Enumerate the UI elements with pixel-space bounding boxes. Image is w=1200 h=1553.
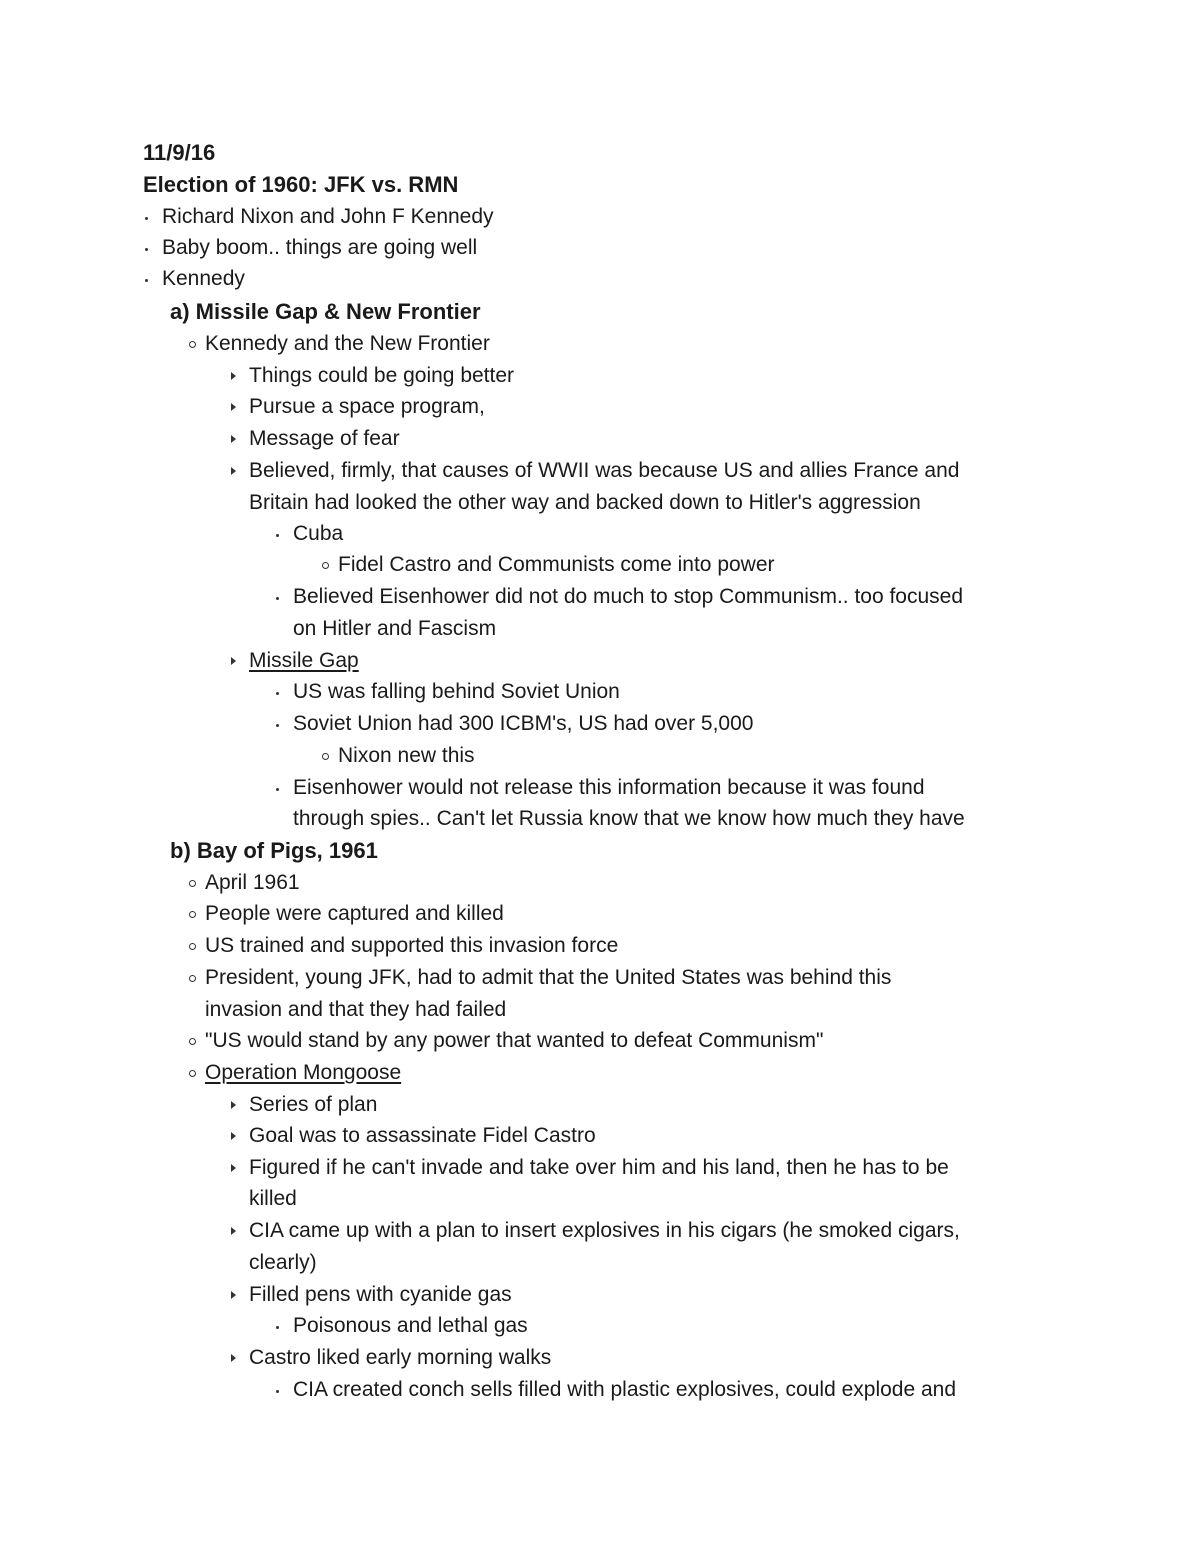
bullet-dot-icon (273, 1376, 289, 1404)
bullet-item: Soviet Union had 300 ICBM's, US had over 5,000 (293, 710, 753, 738)
bullet-item: President, young JFK, had to admit that the United States was behind this (205, 964, 891, 992)
bullet-triangle-icon (229, 647, 245, 675)
bullet-item: April 1961 (205, 869, 300, 897)
bullet-circle-icon (321, 742, 337, 770)
bullet-item: Poisonous and lethal gas (293, 1312, 528, 1340)
bullet-dot-icon (273, 710, 289, 738)
bullet-dot-icon (142, 265, 158, 293)
bullet-item: Filled pens with cyanide gas (249, 1281, 512, 1309)
bullet-triangle-icon (229, 457, 245, 485)
bullet-dot-icon (273, 583, 289, 611)
bullet-triangle-icon (229, 362, 245, 390)
bullet-item: CIA created conch sells filled with plastic explosives, could explode and (293, 1376, 956, 1404)
bullet-triangle-icon (229, 1344, 245, 1372)
page-title: Election of 1960: JFK vs. RMN (143, 172, 459, 197)
bullet-item: Series of plan (249, 1091, 377, 1119)
bullet-continuation: Britain had looked the other way and backed down to Hitler's aggression (249, 491, 921, 514)
bullet-circle-icon (321, 551, 337, 579)
bullet-circle-icon (188, 932, 204, 960)
bullet-item: Fidel Castro and Communists come into power (338, 551, 775, 579)
bullet-item: Baby boom.. things are going well (162, 234, 477, 262)
bullet-item: Eisenhower would not release this information because it was found (293, 774, 925, 802)
bullet-triangle-icon (229, 1154, 245, 1182)
bullet-item: Message of fear (249, 425, 400, 453)
bullet-circle-icon (188, 330, 204, 358)
bullet-item: CIA came up with a plan to insert explosives in his cigars (he smoked cigars, (249, 1217, 960, 1245)
bullet-item: Kennedy (162, 265, 245, 293)
bullet-item: People were captured and killed (205, 900, 504, 928)
bullet-circle-icon (188, 964, 204, 992)
bullet-continuation: on Hitler and Fascism (293, 617, 497, 640)
bullet-item: Goal was to assassinate Fidel Castro (249, 1122, 596, 1150)
bullet-dot-icon (273, 520, 289, 548)
bullet-item: Kennedy and the New Frontier (205, 330, 490, 358)
bullet-dot-icon (142, 203, 158, 231)
bullet-circle-icon (188, 900, 204, 928)
bullet-item: Cuba (293, 520, 343, 548)
bullet-item: Pursue a space program, (249, 393, 485, 421)
bullet-continuation: through spies.. Can't let Russia know that we know how much they have (293, 807, 965, 830)
bullet-item: Believed, firmly, that causes of WWII was because US and allies France and (249, 457, 959, 485)
bullet-item: Castro liked early morning walks (249, 1344, 551, 1372)
bullet-triangle-icon (229, 393, 245, 421)
bullet-circle-icon (188, 1027, 204, 1055)
bullet-dot-icon (273, 1312, 289, 1340)
bullet-continuation: invasion and that they had failed (205, 998, 507, 1021)
bullet-triangle-icon (229, 1217, 245, 1245)
bullet-item: US was falling behind Soviet Union (293, 678, 620, 706)
bullet-item: Richard Nixon and John F Kennedy (162, 203, 494, 231)
bullet-item: Nixon new this (338, 742, 475, 770)
bullet-item: US trained and supported this invasion force (205, 932, 618, 960)
bullet-item: Figured if he can't invade and take over him and his land, then he has to be (249, 1154, 949, 1182)
section-b-heading: b) Bay of Pigs, 1961 (170, 838, 378, 863)
date-heading: 11/9/16 (143, 140, 216, 165)
bullet-circle-icon (188, 869, 204, 897)
bullet-item: "US would stand by any power that wanted to defeat Communism" (205, 1027, 823, 1055)
bullet-item: Things could be going better (249, 362, 514, 390)
bullet-dot-icon (142, 234, 158, 262)
bullet-triangle-icon (229, 425, 245, 453)
bullet-item: Missile Gap (249, 647, 359, 675)
bullet-triangle-icon (229, 1281, 245, 1309)
bullet-continuation: killed (249, 1187, 297, 1210)
bullet-item: Believed Eisenhower did not do much to stop Communism.. too focused (293, 583, 963, 611)
bullet-continuation: clearly) (249, 1251, 317, 1274)
bullet-triangle-icon (229, 1122, 245, 1150)
bullet-triangle-icon (229, 1091, 245, 1119)
bullet-circle-icon (188, 1059, 204, 1087)
bullet-dot-icon (273, 678, 289, 706)
bullet-dot-icon (273, 774, 289, 802)
section-a-heading: a) Missile Gap & New Frontier (170, 299, 481, 324)
bullet-item: Operation Mongoose (205, 1059, 401, 1087)
